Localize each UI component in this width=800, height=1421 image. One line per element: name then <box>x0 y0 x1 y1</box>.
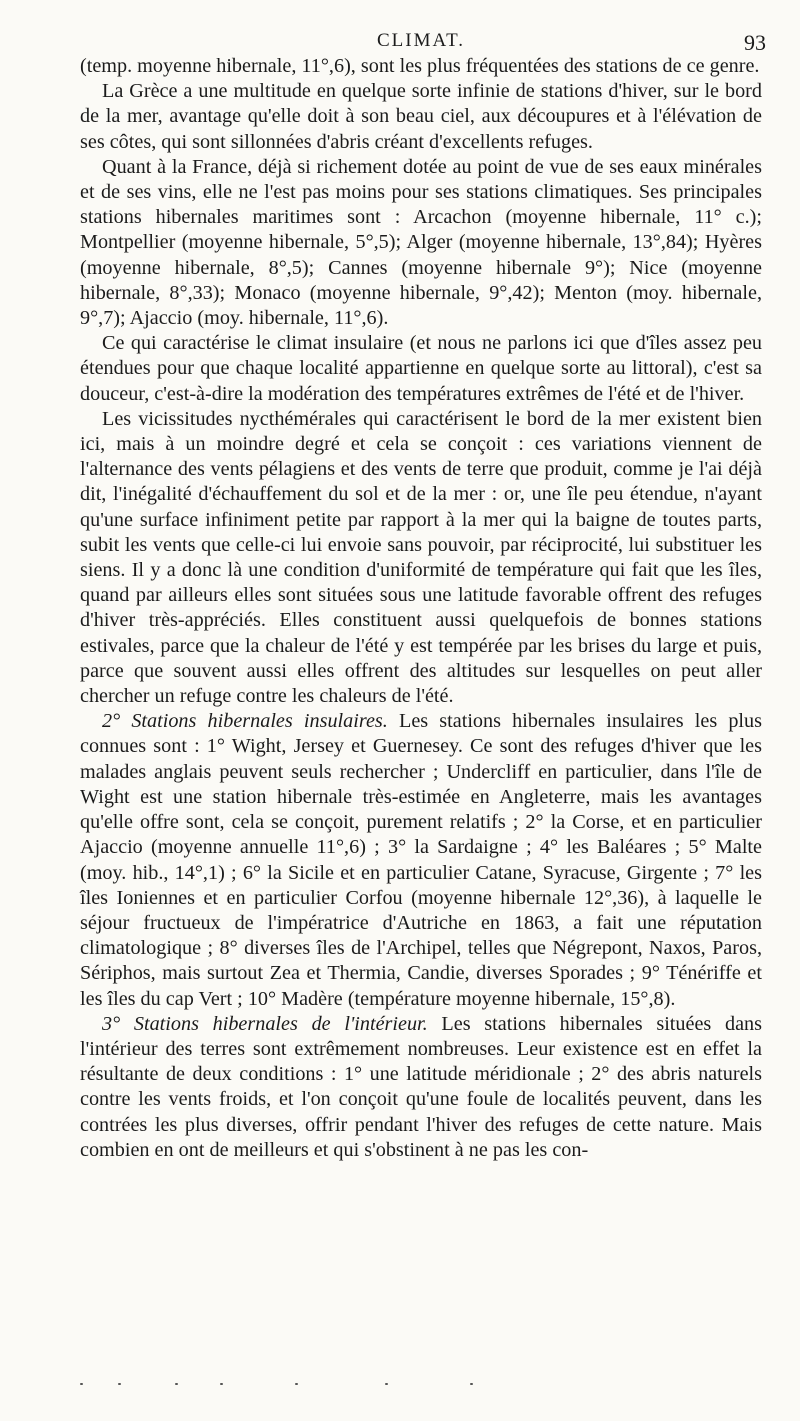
paragraph-insular-stations-text: Les stations hibernales insulaires les plus connues sont : 1° Wight, Jersey et Guernesey. Ce sont des refuges d'hiver que les malades anglais peuvent seuls rechercher ; Undercliff en particulier, dans l'île de Wight est une station hibernale très-estimée en Angleterre, mais les avantages qu'elle offre sont, cela se conçoit, purement relatifs ; 2° la Corse, et en particulier Ajaccio (moyenne annuelle 11°,6) ; 3° la Sardaigne ; 4° les Baléares ; 5° Malte (moy. hib., 14°,1) ; 6° la Sicile et en particulier Catane, Syracuse, Girgente ; 7° les îles Ioniennes et en particulier Corfou (moyenne hibernale 12°,36), à laquelle le séjour fructueux de l'impératrice d'Autriche en 1863, a fait une réputation climatologique ; 8° diverses îles de l'Archipel, telles que Négrepont, Naxos, Paros, Sériphos, mais surtout Zea et Thermia, Candie, diverses Sporades ; 9° Ténériffe et les îles du cap Vert ; 10° Madère (température moyenne hibernale, 15°,8). <box>80 710 762 1010</box>
section-heading-interior: 3° Stations hibernales de l'intérieur. <box>102 1012 428 1035</box>
paragraph-france: Quant à la France, déjà si richement dotée au point de vue de ses eaux minérales et de ses vins, elle ne l'est pas moins pour ses stations climatiques. Ses principales stations hibernales maritimes sont : Arcachon (moyenne hibernale, 11° c.); Montpellier (moyenne hibernale, 5°,5); Alger (moyenne hibernale, 13°,84); Hyères (moyenne hibernale, 8°,5); Cannes (moyenne hibernale 9°); Nice (moyenne hibernale, 8°,33); Monaco (moyenne hibernale, 9°,42); Menton (moy. hibernale, 9°,7); Ajaccio (moy. hibernale, 11°,6). <box>80 155 762 330</box>
bleed-dot <box>295 1383 298 1385</box>
paragraph-continuation: (temp. moyenne hibernale, 11°,6), sont les plus fréquentées des stations de ce genre. <box>80 55 760 77</box>
section-heading-insular: 2° Stations hibernales insulaires. <box>102 710 388 733</box>
paragraph-interior-stations-text: Les stations hibernales situées dans l'intérieur des terres sont extrêmement nombreuses. Leur existence est en effet la résultante de deux conditions : 1° une latitude méridionale ; 2° des abris naturels contre les vents froids, et l'on conçoit qu'une foule de localités peuvent, dans les contrées les plus diverses, offrir pendant l'hiver des refuges de cette nature. Mais combien en ont de meilleurs et qui s'obstinent à ne pas les con- <box>80 1012 762 1161</box>
bleed-dot <box>118 1383 121 1385</box>
page-number: 93 <box>744 30 766 55</box>
body-text <box>80 54 762 1163</box>
bleed-dot <box>175 1383 178 1385</box>
bleed-dot <box>220 1383 223 1385</box>
bleed-dot <box>385 1383 388 1385</box>
paragraph-interior-stations <box>80 1012 762 1163</box>
running-head <box>80 24 766 55</box>
paragraph-greece: La Grèce a une multitude en quelque sorte infinie de stations d'hiver, sur le bord de la mer, avantage qu'elle doit à son beau ciel, aux découpures et à l'élévation de ses côtes, qui sont sillonnées d'abris créant d'excellents refuges. <box>80 80 762 153</box>
bleed-dot <box>80 1383 83 1385</box>
scan-bleed-marks <box>80 1380 740 1388</box>
paragraph-insular-climate: Ce qui caractérise le climat insulaire (et nous ne parlons ici que d'îles assez peu étendues pour que chaque localité appartienne en quelque sorte au littoral), c'est sa douceur, c'est-à-dire la modération des températures extrêmes de l'été et de l'hiver. <box>80 332 762 405</box>
bleed-dot <box>470 1383 473 1385</box>
paragraph-insular-stations <box>80 709 762 1011</box>
paragraph-nycthemeral-variations: Les vicissitudes nycthémérales qui caractérisent le bord de la mer existent bien ici, mais à un moindre degré et cela se conçoit : ces variations viennent de l'alternance des vents pélagiens et des vents de terre que produit, comme je l'ai déjà dit, l'inégalité d'échauffement du sol et de la mer : or, une île peu étendue, n'ayant qu'une surface infiniment petite par rapport à la mer qui la baigne de toutes parts, subit les vents que celle-ci lui envoie sans pouvoir, par réciprocité, lui substituer les siens. Il y a donc là une condition d'uniformité de température qui fait que les îles, quand par ailleurs elles sont situées sous une latitude favorable offrent des refuges d'hiver très-appréciés. Elles constituent aussi quelquefois de bonnes stations estivales, parce que la chaleur de l'été y est tempérée par les brises du large et puis, parce que souvent aussi elles offrent des altitudes sur lesquelles on peut aller chercher un refuge contre les chaleurs de l'été. <box>80 407 762 708</box>
running-title: CLIMAT. <box>376 30 466 51</box>
